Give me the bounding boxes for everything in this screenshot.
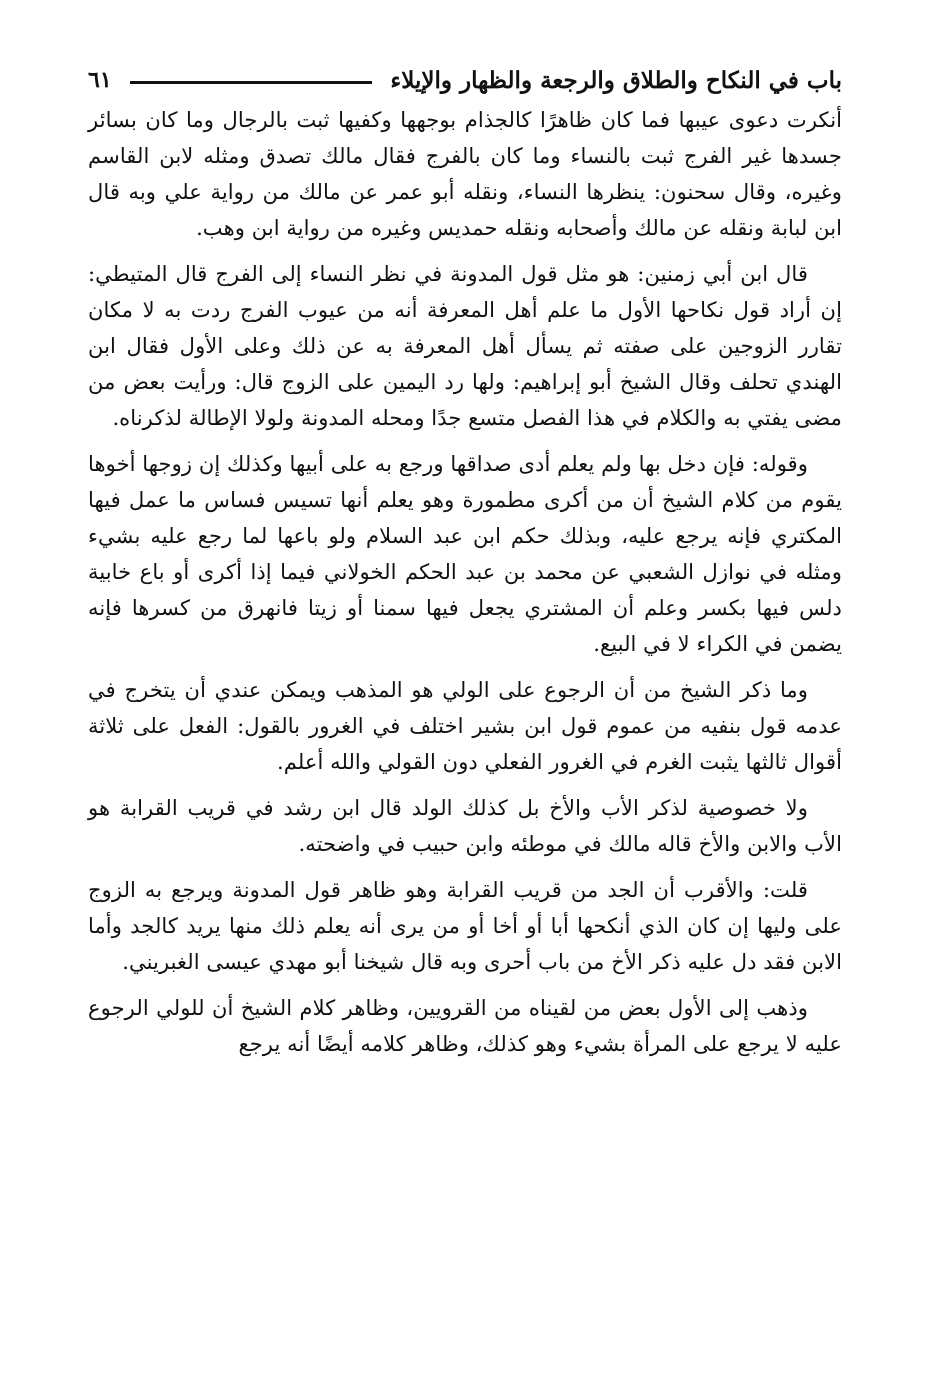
paragraph-5: ولا خصوصية لذكر الأب والأخ بل كذلك الولد قال ابن رشد في قريب القرابة هو الأب والابن والأخ قاله مالك في موطئه وابن حبيب في واضحته. (88, 795, 842, 856)
page-number: ٦١ (88, 67, 112, 93)
paragraph-6: قلت: والأقرب أن الجد من قريب القرابة وهو ظاهر قول المدونة ويرجع به الزوج على وليها إن كان الذي أنكحها أبا أو أخا أو من يرى أنه يعلم ذلك منها يريد كالجد وأما الابن فقد دل عليه ذكر الأخ من باب أحرى وبه قال شيخنا أبو مهدي عيسى الغبريني. (88, 877, 842, 974)
paragraph-7: وذهب إلى الأول بعض من لقيناه من القرويين، وظاهر كلام الشيخ أن للولي الرجوع عليه لا يرجع على المرأة بشيء وهو كذلك، وظاهر كلامه أيضًا أنه يرجع (88, 995, 842, 1056)
header-rule (130, 81, 373, 84)
body-text (88, 102, 842, 1062)
paragraph-1: أنكرت دعوى عيبها فما كان ظاهرًا كالجذام بوجهها وكفيها ثبت بالرجال وما كان بسائر جسدها غير الفرج ثبت بالنساء وما كان بالفرج فقال مالك تصدق ومثله لابن القاسم وغيره، وقال سحنون: ينظرها النساء، ونقله أبو عمر عن مالك من رواية علي وبه قال ابن لبابة ونقله عن مالك وأصحابه ونقله حمديس وغيره من رواية ابن وهب. (88, 107, 842, 240)
running-header (88, 60, 842, 100)
document-page (88, 60, 842, 1072)
chapter-title: باب في النكاح والطلاق والرجعة والظهار والإيلاء (390, 66, 842, 94)
paragraph-2: قال ابن أبي زمنين: هو مثل قول المدونة في نظر النساء إلى الفرج قال المتيطي: إن أراد قول نكاحها الأول ما علم أهل المعرفة أنه من عيوب الفرج ردت به لا مكان تقارر الزوجين على صفته ثم يسأل أهل المعرفة به عن ذلك وعلى الأول فقال ابن الهندي تحلف وقال الشيخ أبو إبراهيم: ولها رد اليمين على الزوج قال: ورأيت بعض من مضى يفتي به والكلام في هذا الفصل متسع جدًا ومحله المدونة ولولا الإطالة لذكرناه. (88, 261, 842, 430)
paragraph-3: وقوله: فإن دخل بها ولم يعلم أدى صداقها ورجع به على أبيها وكذلك إن زوجها أخوها يقوم من كلام الشيخ أن من أكرى مطمورة وهو يعلم أنها تسيس فساس ما عمل فيها المكتري فإنه يرجع عليه، وبذلك حكم ابن عبد السلام ولو باعها لما رجع عليه بشيء ومثله في نوازل الشعبي عن محمد بن عبد الحكم الخولاني فيما إذا أكرى أو باع خابية دلس فيها بكسر وعلم أن المشتري يجعل فيها سمنا أو زيتا فانهرق من كسرها فإنه يضمن في الكراء لا في البيع. (88, 451, 842, 656)
paragraph-4: وما ذكر الشيخ من أن الرجوع على الولي هو المذهب ويمكن عندي أن يتخرج في عدمه قول بنفيه من عموم قول ابن بشير اختلف في الغرور بالقول: الفعل على ثلاثة أقوال ثالثها يثبت الغرم في الغرور الفعلي دون القولي والله أعلم. (88, 677, 842, 774)
